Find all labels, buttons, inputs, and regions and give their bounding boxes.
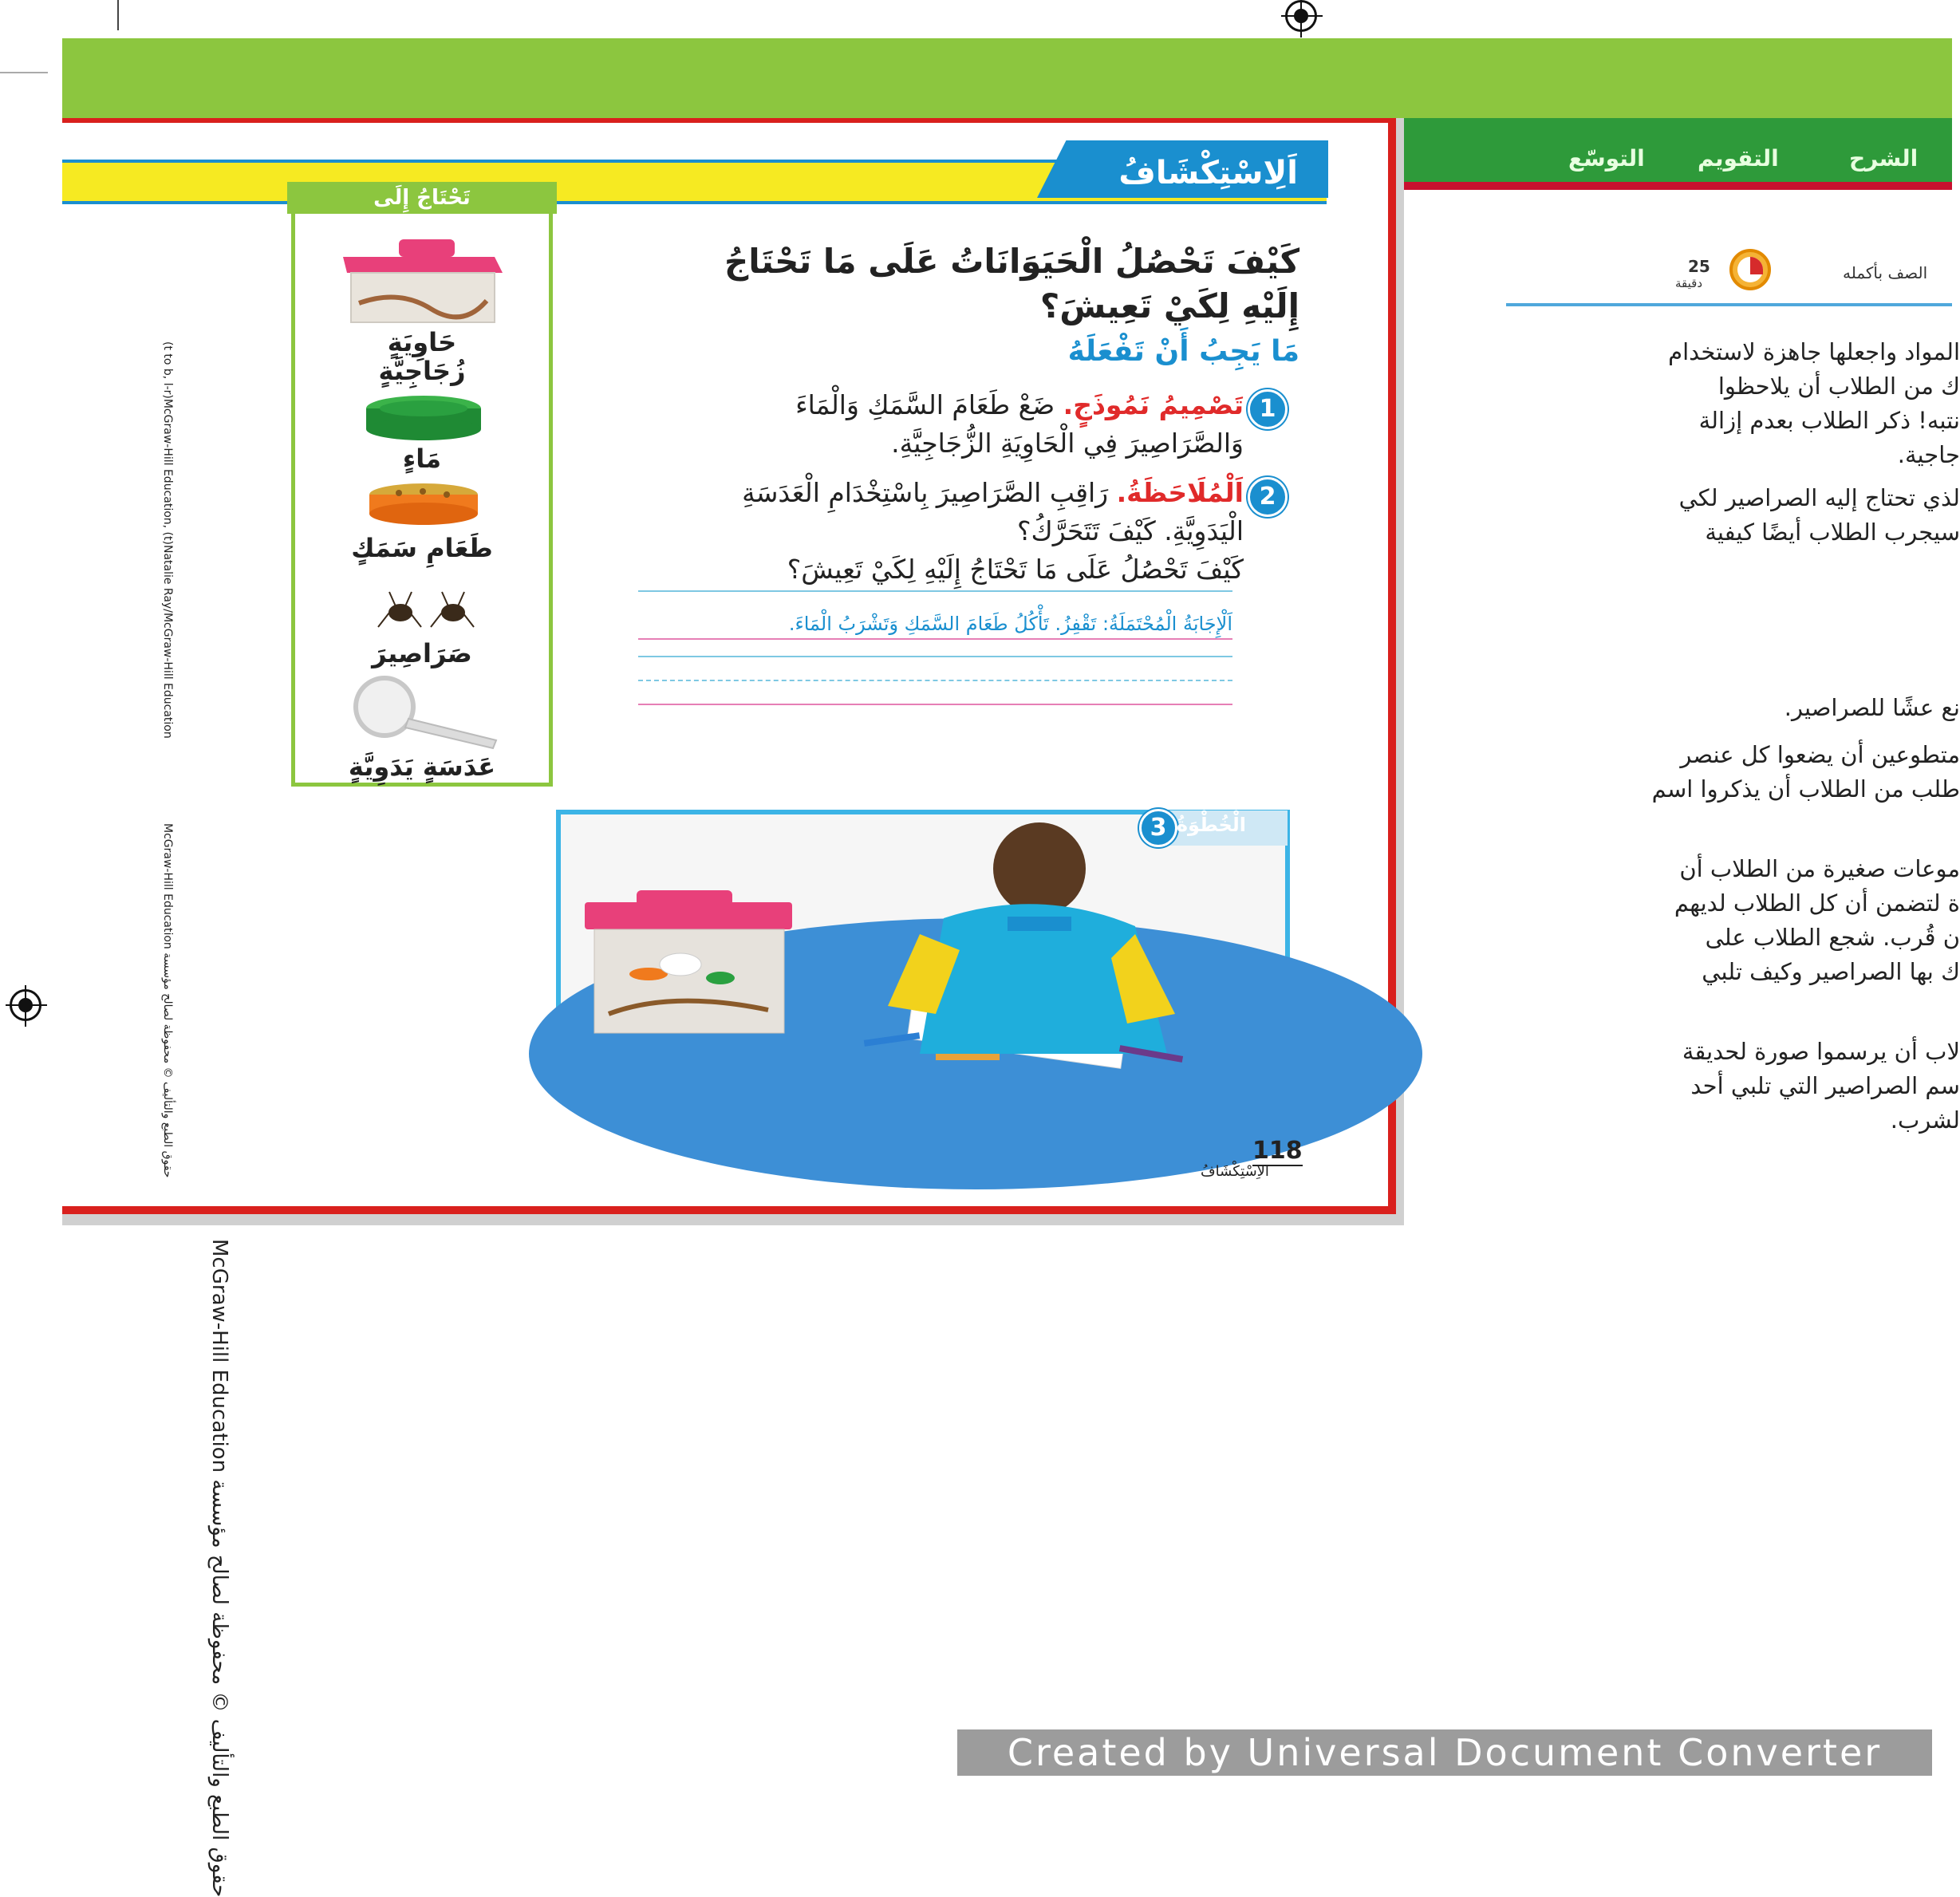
- writing-line: [638, 704, 1232, 705]
- main-question-line1: كَيْفَ تَحْصُلُ الْحَيَوَانَاتُ عَلَى مَا تَحْتَاجُ: [724, 242, 1299, 281]
- header-band: [62, 38, 1952, 118]
- step-2-line3: كَيْفَ تَحْصُلُ عَلَى مَا تَحْتَاجُ إِلَيْهِ لِكَيْ تَعِيشَ؟: [787, 554, 1244, 585]
- crop-mark-vertical: [117, 0, 119, 30]
- magnifier-icon: [345, 675, 504, 747]
- teacher-note-line: متطوعين أن يضعوا كل عنصر: [1680, 741, 1960, 768]
- registration-mark-top: [1285, 0, 1317, 32]
- step-1-badge: 1: [1248, 389, 1288, 429]
- timer-clock-icon: [1729, 249, 1771, 290]
- teacher-note-line: لشرب.: [1890, 1106, 1960, 1134]
- class-grouping-label: الصف بأكمله: [1843, 263, 1928, 282]
- step-1-key: تَصْمِيمُ نَمُوذَجٍ.: [1063, 389, 1244, 420]
- teacher-note-line: موعات صغيرة من الطلاب أن: [1679, 855, 1960, 882]
- writing-line-dashed: [638, 680, 1232, 681]
- page-number: 118: [1252, 1137, 1303, 1165]
- tab-explain[interactable]: الشرح: [1849, 145, 1919, 172]
- teacher-tabs-underline: [1404, 182, 1952, 190]
- teacher-note-line: لاب أن يرسموا صورة لحديقة: [1682, 1038, 1960, 1065]
- writing-line: [638, 638, 1232, 640]
- step-1-line1: ضَعْ طَعَامَ السَّمَكِ وَالْمَاءَ: [795, 389, 1055, 420]
- cricket-icon: [372, 589, 483, 632]
- activity-photo: [556, 810, 1290, 1100]
- step-2-key: اَلْمُلَاحَظَةُ.: [1116, 477, 1244, 508]
- water-dish-icon: [364, 394, 483, 442]
- main-question: [534, 239, 1299, 329]
- tab-extend[interactable]: التوسّع: [1568, 145, 1645, 172]
- material-fish-food-label: طَعَامِ سَمَكٍ: [351, 533, 493, 563]
- teacher-note-line: سم الصراصير التي تلبي أحد: [1690, 1072, 1960, 1099]
- writing-line: [638, 590, 1232, 592]
- teacher-note-line: ة لتضمن أن كل الطلاب لديهم: [1674, 889, 1960, 917]
- teacher-note-line: ك بها الصراصير وكيف تلبي: [1702, 958, 1960, 985]
- boy-observing-crickets-image: [561, 814, 1285, 1095]
- copyright-large: McGraw-Hill Education حقوق الطبع والتأليف © محفوظة لصالح مؤسسة: [207, 1239, 231, 1897]
- timer-unit: دقيقة: [1675, 276, 1703, 290]
- crop-mark-horizontal: [0, 72, 48, 73]
- step-3-label: الْخُطْوَةُ: [1176, 814, 1246, 836]
- photo-credit: (t to b, l-r)McGraw-Hill Education, (t)Natalie Ray/McGraw-Hill Education: [161, 341, 174, 739]
- step-1-text: [526, 386, 1244, 463]
- teacher-divider: [1506, 303, 1952, 306]
- material-cricket-label: صَرَاصِيرَ: [372, 638, 472, 668]
- main-question-line2: إِلَيْهِ لِكَيْ تَعِيشَ؟: [1039, 286, 1299, 325]
- teacher-note-line: جاجية.: [1897, 441, 1960, 468]
- teacher-note-line: نتبه! ذكر الطلاب بعدم إزالة: [1698, 407, 1960, 434]
- material-water-label: مَاءٍ: [402, 444, 442, 474]
- plastic-container-icon: [335, 233, 511, 329]
- material-container-label: حَاوِيَةٍ: [387, 327, 457, 357]
- materials-title: تَحْتَاجُ إِلَى: [373, 186, 471, 210]
- procedure-heading: مَا يَجِبُ أَنْ تَفْعَلَهُ: [1067, 335, 1299, 368]
- materials-header: [287, 182, 557, 214]
- registration-mark-left: [10, 989, 41, 1021]
- teacher-note-line: المواد واجعلها جاهزة لاستخدام: [1668, 338, 1960, 365]
- copyright-small: McGraw-Hill Education حقوق الطبع والتأليف © محفوظة لصالح مؤسسة: [161, 823, 174, 1178]
- teacher-note-line: ن قُرب. شجع الطلاب على: [1705, 924, 1960, 951]
- writing-line: [638, 656, 1232, 657]
- page-footer-label: الاِسْتِكْشَافُ: [1201, 1163, 1269, 1180]
- tab-evaluate[interactable]: التقويم: [1698, 145, 1779, 172]
- teacher-note-line: نع عشًا للصراصير.: [1784, 694, 1960, 721]
- material-magnifier-label: عَدَسَةٍ يَدَوِيَّةٍ: [348, 751, 496, 782]
- step-2-badge: 2: [1248, 477, 1288, 517]
- teacher-note-line: لذي تحتاج إليه الصراصير لكي: [1678, 484, 1960, 511]
- step-1-line2: وَالصَّرَاصِيرَ فِي الْحَاوِيَةِ الزُّجَاجِيَّةِ.: [891, 428, 1244, 459]
- teacher-note-line: سيجرب الطلاب أيضًا كيفية: [1705, 519, 1960, 546]
- timer-value: 25: [1688, 257, 1710, 276]
- step-2-text: [526, 474, 1244, 589]
- fish-food-icon: [367, 482, 480, 528]
- section-title: اَلِاسْتِكْشَافُ: [1118, 155, 1298, 191]
- step-3-badge: 3: [1139, 809, 1177, 847]
- material-container-label-2: زُجَاجِيَّةٍ: [378, 356, 466, 386]
- answer-text: اَلْإِجَابَةُ الْمُحْتَمَلَةُ: تَقْفِزُ. تَأْكُلُ طَعَامَ السَّمَكِ وَتَشْرَبُ الْمَاءَ.: [788, 613, 1232, 635]
- teacher-note-line: طلب من الطلاب أن يذكروا اسم: [1651, 775, 1960, 803]
- teacher-note-line: ك من الطلاب أن يلاحظوا: [1717, 373, 1960, 400]
- step-2-line1: رَاقِبِ الصَّرَاصِيرَ بِاسْتِخْدَامِ الْعَدَسَةِ: [742, 477, 1109, 508]
- step-2-line2: الْيَدَوِيَّةِ. كَيْفَ تَتَحَرَّكُ؟: [1017, 515, 1244, 546]
- converter-watermark: Created by Universal Document Converter: [957, 1729, 1932, 1776]
